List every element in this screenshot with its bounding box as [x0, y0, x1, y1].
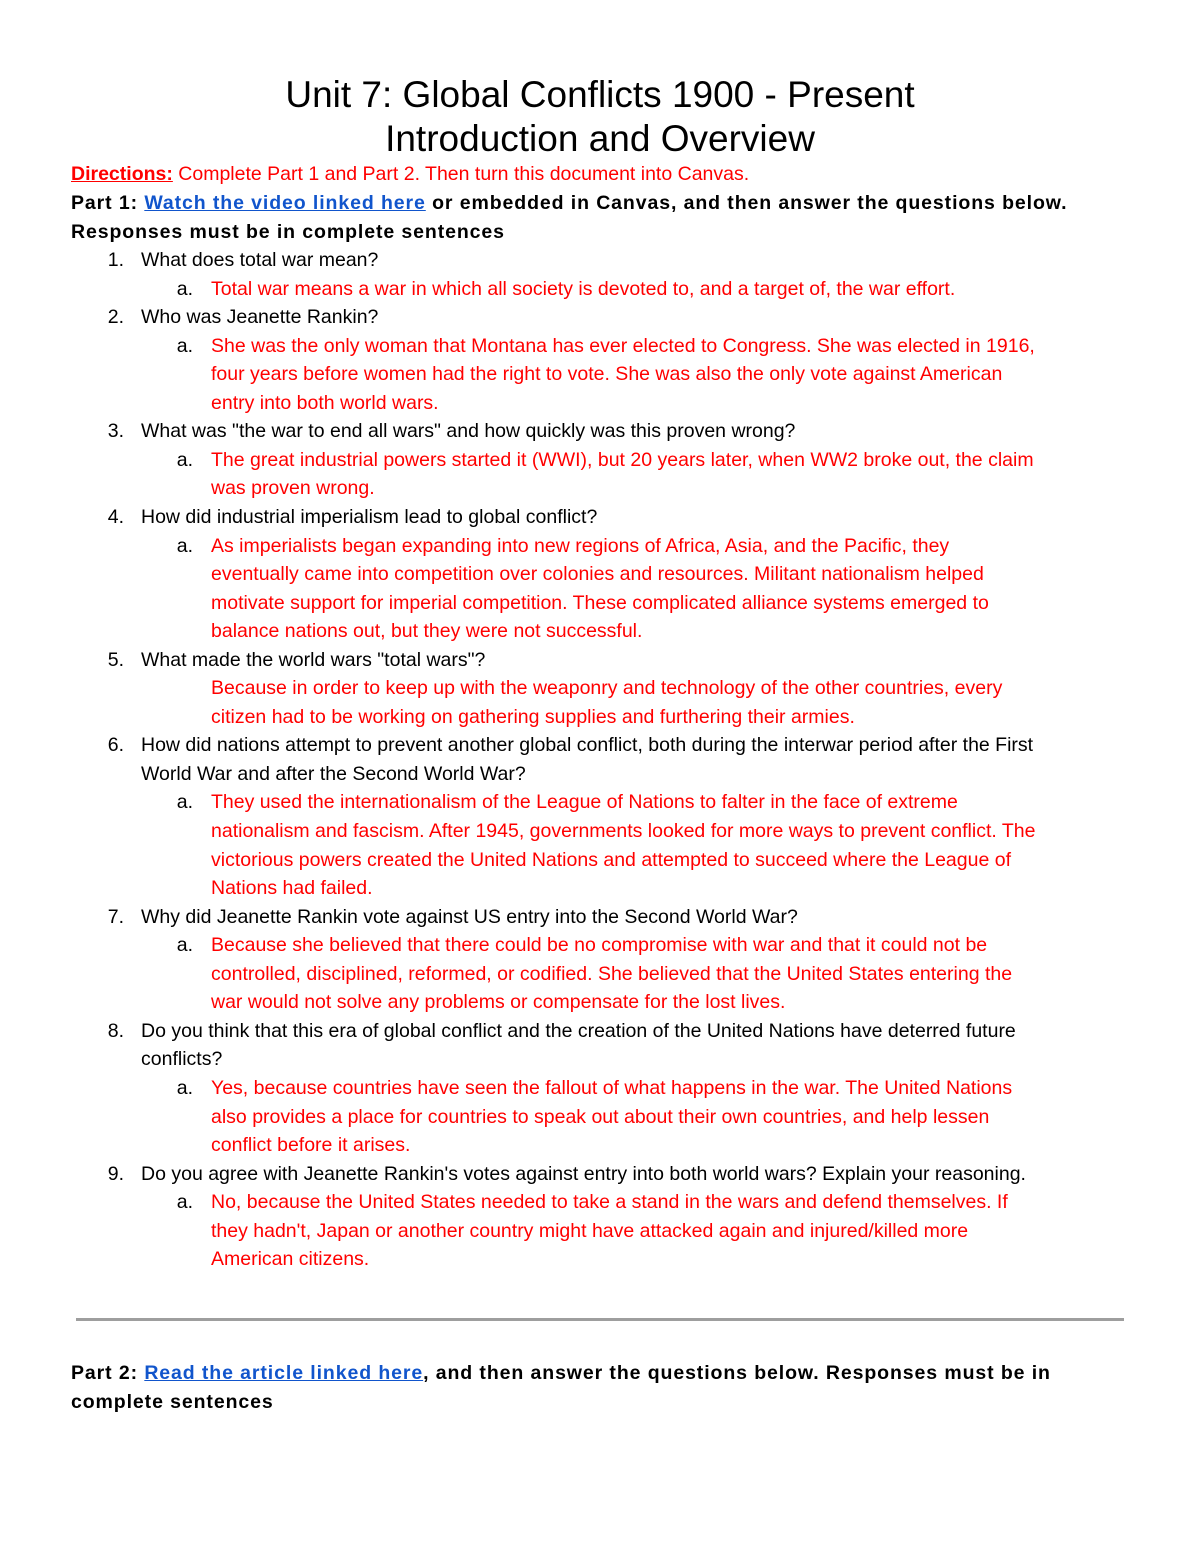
question-text: conflicts?: [141, 1048, 223, 1071]
question-text: World War and after the Second World War?: [141, 762, 526, 785]
answer-text: Because she believed that there could be no compromise with war and that it could not be: [211, 934, 988, 957]
question-number: 4.: [107, 505, 124, 528]
question-number: 8.: [107, 1019, 124, 1042]
section-divider: [76, 1318, 1124, 1321]
answer-marker: a.: [176, 334, 193, 357]
question-text: What made the world wars "total wars"?: [141, 648, 486, 671]
question-text: Who was Jeanette Rankin?: [141, 306, 379, 329]
answer-text: war would not solve any problems or compensate for the lost lives.: [211, 991, 786, 1014]
part1-requirement: Responses must be in complete sentences: [71, 221, 505, 243]
answer-text: citizen had to be working on gathering supplies and furthering their armies.: [211, 705, 855, 728]
part2-requirement: complete sentences: [71, 1391, 274, 1413]
page-title: Unit 7: Global Conflicts 1900 - Present: [285, 74, 915, 115]
directions-label: Directions:: [71, 163, 173, 185]
answer-text: motivate support for imperial competition. These complicated alliance systems emerged to: [211, 591, 989, 614]
question-text: What was "the war to end all wars" and how quickly was this proven wrong?: [141, 420, 796, 443]
answer-text: victorious powers created the United Nations and attempted to succeed where the League of: [211, 848, 1011, 871]
answer-text: Because in order to keep up with the weaponry and technology of the other countries, every: [211, 677, 1003, 700]
question-number: 6.: [107, 734, 124, 757]
answer-text: Yes, because countries have seen the fallout of what happens in the war. The United Nations: [211, 1076, 1013, 1099]
answer-text: Nations had failed.: [211, 877, 373, 900]
article-link[interactable]: Read the article linked here: [144, 1362, 424, 1384]
answer-text: eventually came into competition over colonies and resources. Militant nationalism helped: [211, 563, 984, 586]
answer-marker: a.: [176, 1076, 193, 1099]
answer-text: balance nations out, but they were not successful.: [211, 620, 643, 643]
answer-text: She was the only woman that Montana has ever elected to Congress. She was elected in 1916,: [211, 334, 1035, 357]
answer-text: entry into both world wars.: [211, 391, 439, 414]
question-text: Do you think that this era of global conflict and the creation of the United Nations have deterred future: [141, 1019, 1016, 1042]
part1-instructions-text: or embedded in Canvas, and then answer the questions below.: [425, 192, 1068, 214]
question-text: What does total war mean?: [141, 249, 379, 271]
answer-marker: a.: [176, 448, 193, 471]
directions: [71, 160, 749, 188]
answer-text: controlled, disciplined, reformed, or codified. She believed that the United States entering the: [211, 962, 1013, 985]
directions-text: Complete Part 1 and Part 2. Then turn this document into Canvas.: [172, 163, 750, 185]
answer-text: nationalism and fascism. After 1945, governments looked for more ways to prevent conflict. The: [211, 820, 1036, 842]
answer-marker: a.: [176, 1191, 193, 1214]
question-number: 9.: [107, 1162, 124, 1185]
question-text: Why did Jeanette Rankin vote against US entry into the Second World War?: [141, 905, 798, 928]
answer-text: As imperialists began expanding into new regions of Africa, Asia, and the Pacific, they: [211, 534, 950, 557]
answer-marker: a.: [176, 277, 193, 300]
part1-label: Part 1:: [71, 192, 145, 214]
answer-text: four years before women had the right to vote. She was also the only vote against American: [211, 363, 1003, 386]
question-number: 2.: [107, 306, 124, 329]
video-link[interactable]: Watch the video linked here: [144, 192, 426, 214]
answer-text: No, because the United States needed to take a stand in the wars and defend themselves. If: [211, 1191, 1008, 1214]
question-text: How did nations attempt to prevent another global conflict, both during the interwar period after the First: [141, 734, 1034, 757]
question-number: 1.: [107, 249, 124, 271]
part1-instructions: [71, 189, 1067, 217]
answer-marker: a.: [176, 534, 193, 557]
answer-marker: a.: [176, 791, 193, 814]
answer-text: conflict before it arises.: [211, 1134, 411, 1157]
answer-text: they hadn't, Japan or another country might have attacked again and injured/killed more: [211, 1219, 969, 1242]
question-number: 5.: [107, 648, 124, 671]
answer-text: also provides a place for countries to speak out about their own countries, and help lessen: [211, 1105, 990, 1128]
answer-text: Total war means a war in which all society is devoted to, and a target of, the war effort.: [211, 277, 956, 300]
part2-instructions: [71, 1359, 1051, 1387]
answer-text: was proven wrong.: [211, 477, 375, 500]
answer-marker: a.: [176, 934, 193, 957]
part2-instructions-text: , and then answer the questions below. Responses must be in: [423, 1362, 1051, 1384]
page-subtitle: Introduction and Overview: [385, 118, 815, 159]
answer-text: They used the internationalism of the League of Nations to falter in the face of extreme: [211, 791, 958, 814]
part2-label: Part 2:: [71, 1362, 145, 1384]
answer-text: The great industrial powers started it (WWI), but 20 years later, when WW2 broke out, the claim: [211, 448, 1034, 471]
question-text: How did industrial imperialism lead to global conflict?: [141, 505, 598, 528]
question-text: Do you agree with Jeanette Rankin's votes against entry into both world wars? Explain your reasoning.: [141, 1162, 1026, 1185]
question-number: 3.: [107, 420, 124, 443]
question-number: 7.: [107, 905, 124, 928]
answer-text: American citizens.: [211, 1248, 370, 1271]
